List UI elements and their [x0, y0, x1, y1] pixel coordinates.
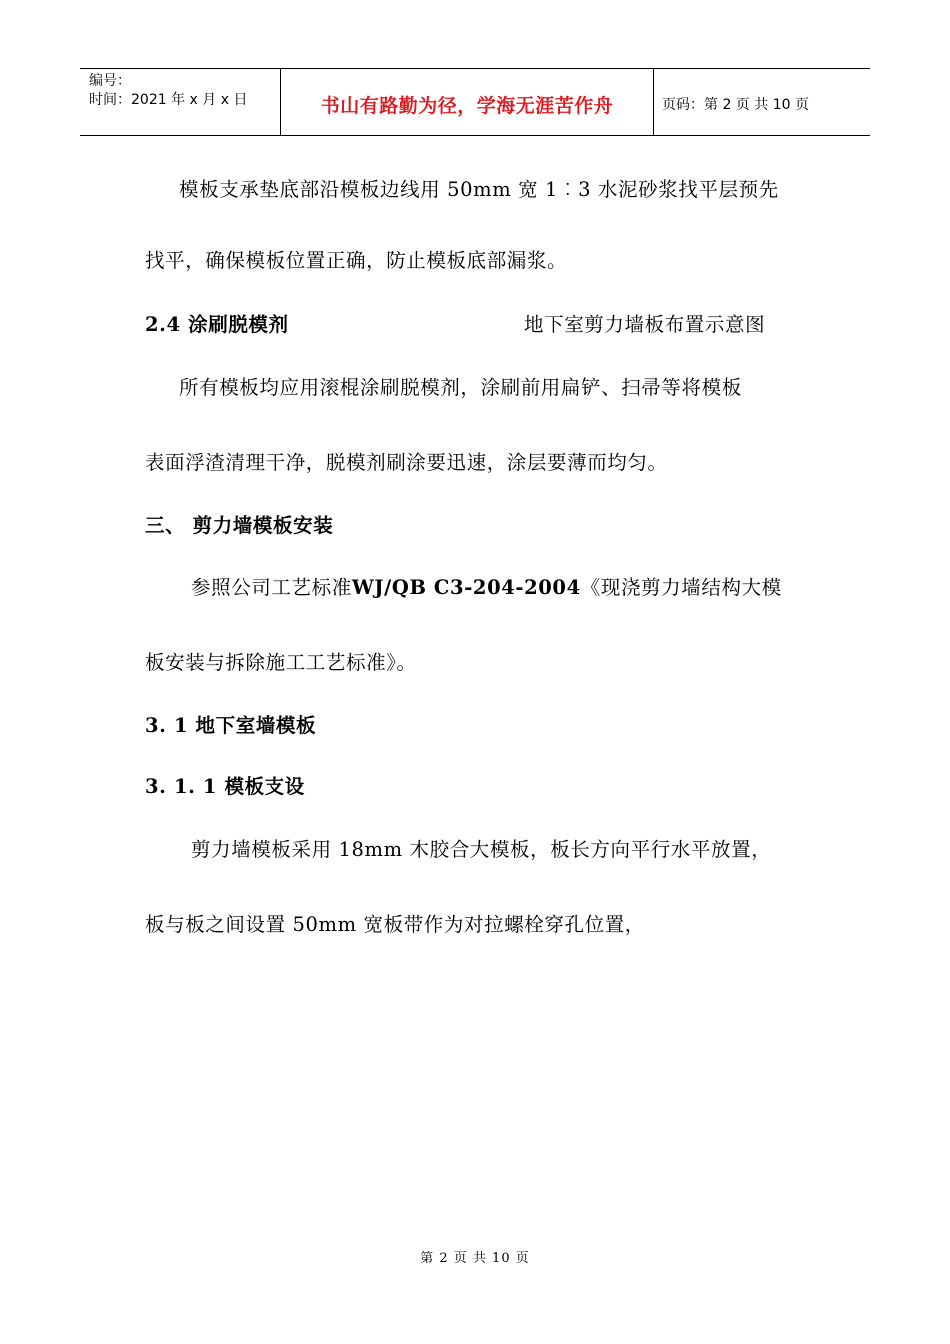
standard-title: 《现浇剪力墙结构大模	[580, 576, 782, 599]
diagram-caption: 地下室剪力墙板布置示意图	[524, 313, 766, 336]
standard-reference-prefix: 参照公司工艺标准	[191, 576, 352, 599]
paragraph-line: 板与板之间设置 50mm 宽板带作为对拉螺栓穿孔位置，	[145, 913, 645, 936]
standard-code: WJ/QB C3-204-2004	[351, 576, 581, 599]
paragraph-line: 剪力墙模板采用 18mm 木胶合大模板，板长方向平行水平放置，	[191, 838, 772, 861]
paragraph-line: 模板支承垫底部沿模板边线用 50mm 宽 1︰3 水泥砂浆找平层预先	[179, 178, 779, 201]
header-page-indicator: 页码：第 2 页 共 10 页	[662, 97, 809, 113]
paragraph-line: 所有模板均应用滚棍涂刷脱模剂，涂刷前用扁铲、扫帚等将模板	[179, 376, 742, 399]
header-meta-cell	[80, 69, 281, 135]
section-heading-3: 三、 剪力墙模板安装	[145, 514, 334, 537]
paragraph-line: 找平，确保模板位置正确，防止模板底部漏浆。	[145, 249, 568, 272]
document-time-label: 时间：2021 年 x 月 x 日	[89, 92, 248, 108]
section-heading-2-4: 2.4 涂刷脱模剂	[145, 313, 289, 336]
section-heading-3-1: 3. 1 地下室墙模板	[145, 714, 317, 737]
paragraph-line	[191, 572, 782, 600]
paragraph-line: 板安装与拆除施工工艺标准》。	[145, 651, 417, 674]
paragraph-line: 表面浮渣清理干净，脱模剂刷涂要迅速，涂层要薄而均匀。	[145, 451, 668, 474]
document-number-label: 编号：	[89, 73, 131, 89]
header-motto: 书山有路勤为径，学海无涯苦作舟	[281, 69, 654, 135]
section-heading-3-1-1: 3. 1. 1 模板支设	[145, 775, 305, 798]
page-header	[80, 68, 870, 136]
page-footer: 第 2 页 共 10 页	[420, 1251, 530, 1266]
